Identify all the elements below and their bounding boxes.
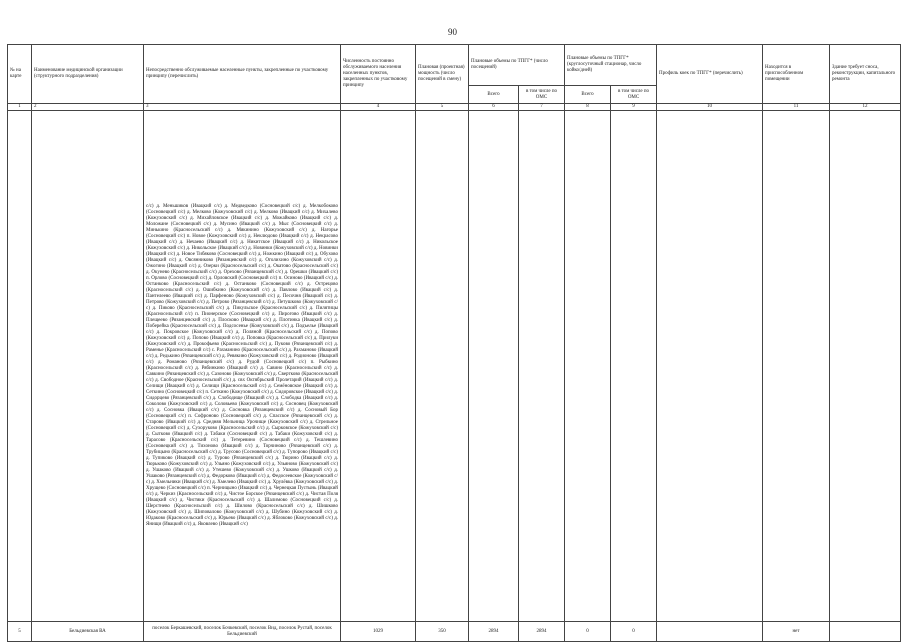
header-settlements: Непосредственно обслуживаемые населенные пункты, закрепленные по участковому принципу (перечислить) xyxy=(144,45,341,104)
col-number: 3 xyxy=(144,104,341,111)
population-value: 1029 xyxy=(341,622,416,642)
cell-empty xyxy=(32,111,144,622)
adapted-premises-value: нет xyxy=(763,622,830,642)
header-organization: Наименование медицинской организации (структурного подразделения) xyxy=(32,45,144,104)
needs-repair-value xyxy=(830,622,901,642)
col-number: 4 xyxy=(341,104,416,111)
cell-empty xyxy=(657,111,763,622)
col-number: 9 xyxy=(611,104,657,111)
bed-profile-value xyxy=(657,622,763,642)
header-map-number: № на карте xyxy=(8,45,32,104)
visits-oms-value: 2894 xyxy=(519,622,565,642)
header-beddays-total: Всего xyxy=(565,86,611,104)
col-number: 6 xyxy=(469,104,519,111)
header-capacity: Плановая (проектная) мощность (число посещений в смену) xyxy=(416,45,469,104)
col-number: 7 xyxy=(519,104,565,111)
capacity-value: 350 xyxy=(416,622,469,642)
header-visits-oms: в том числе по ОМС xyxy=(519,86,565,104)
cell-empty xyxy=(519,111,565,622)
header-beddays-oms: в том числе по ОМС xyxy=(611,86,657,104)
continued-settlements-list: с/с) д. Меньшиков (Ивацкий с/с) д. Медведково (Сосновецкий с/с) д. Мелкобоково (Сосновецкий с/с) д. Мелково (Кожуховский с/с) д. Мелково (Ивацкий с/с) д. Михалево (Кожуховский с/с) д. Михайловское (Ивацкий с/с) д. Можайково (Ивацкий с/с) д. Моложане (Сосновецкий с/с) д. Мусино (Ивацкий с/с) д. Мыс (Сосновецкий с/с) д. Минькино (Красносельский с/с) д. Мякинино (Кожуховский с/с) д. Нагорье (Сосновецкий с/с) п. Новое (Кожуховский с/с) д. Неклюдово (Ивацкий с/с) д. Некрасово (Ивацкий с/с) д. Нечаево (Ивацкий с/с) д. Никитское (Ивацкий с/с) д. Никольское (Кожуховский с/с) д. Никольское (Ивацкий с/с) д. Новинки (Кожуховский с/с) д. Новинки (Ивацкий с/с) д. Новое Тибяково (Сосновецкий с/с) д. Ножкино (Ивацкий с/с) д. Обухово (Ивацкий с/с) д. Овсянниково (Рязанцевский с/с) д. Оголихино (Кожуховский с/с) д. Ожогино (Ивацкий с/с) д. Озерки (Красносельский с/с) д. Окатово (Красносельский с/с) д. Окунево (Красносельский с/с) д. Орехово (Рязанцевский с/с) д. Орешки (Ивацкий с/с) п. Орлово (Сосновецкий с/с) д. Орловский (Сосновецкий с/с) п. Осиново (Ивацкий с/с) д. Останково (Красносельский с/с) д. Останково (Сосновецкий с/с) д. Острецово (Красносельский с/с) д. Ошибкино (Кожуховский с/с) д. Павлово (Ивацкий с/с) д. Пантелеево (Ивацкий с/с) д. Парфеново (Кожуховский с/с) д. Песочня (Ивацкий с/с) д. Петрово (Кожуховский с/с) д. Петрово (Рязанцевский с/с) д. Петушково (Кожуховский с/с) д. Пиково (Красносельский с/с) д. Пикульское (Красносельский с/с) д. Пилятицы (Красносельский с/с) п. Пионерское (Сосновецкий с/с) д. Пирогово (Ивацкий с/с) д. Плещеево (Рязанцевский с/с) д. Плосково (Ивацкий с/с) д. Плотинка (Ивацкий с/с) д. Поберейка (Красносельский с/с) д. Подсосенье (Кожуховский с/с) д. Подъелье (Ивацкий с/с) д. Покровское (Кожуховский с/с) д. Поляной (Красносельский с/с) д. Попово (Кожуховский с/с) д. Попово (Ивацкий с/с) д. Поповка (Красносельский с/с) д. Прилуки (Кожуховский с/с) д. Прокофьево (Красносельский с/с) д. Пуково (Рязанцевский с/с) д. Раменье (Красносельский с/с) с. Рахманино (Красносельский с/с) д. Рахманово (Ивацкий с/с) д. Редькино (Рязанцевский с/с) д. Ревякино (Кожуховский с/с) д. Родионово (Ивацкий с/с) д. Романово (Рязанцевский с/с) д. Рудой (Сосновецкий с/с) п. Рыбкино (Красносельский с/с) д. Рябинкино (Ивацкий с/с) д. Савино (Красносельский с/с) д. Савкино (Рязанцевский с/с) д. Сазоново (Кожуховский с/с) д. Свертково (Красносельский с/с) д. Свободное (Красносельский с/с) д. свх Октябрьский Пролетарий (Ивацкий с/с) д. Селищи (Ивацкий с/с) д. Селищи (Красносельский с/с) д. Семёновское (Ивацкий с/с) д. Сеткино (Сосновецкий с/с) п. Сеткино (Кожуховский с/с) д. Сидоровское (Ивацкий с/с) д. Сидорцево (Рязанцевский с/с) д. Слободище (Ивацкий с/с) д. Слободка (Ивацкий с/с) д. Соколово (Кожуховский с/с) д. Соловьево (Кожуховский с/с) д. Сосновец (Кожуховский с/с) д. Сосновка (Ивацкий с/с) д. Сосновка (Рязанцевский с/с) д. Сосновый Бор (Сосновецкий с/с) п. Софроново (Сосновецкий с/с) д. Спасское (Рязанцевский с/с) д. Старово (Ивацкий с/с) д. Средняя Мельница Урочище (Кожуховский с/с) д. Стрельное (Сосновецкий с/с) д. Сухоруково (Красносельский с/с) д. Сырковское (Кожуховский с/с) д. Сытково (Ивацкий с/с) д. Табаки (Сосновецкий с/с) д. Табаки (Кожуховский с/с) д. Тарасово (Красносельский с/с) д. Тетеревино (Сосновецкий с/с) д. Тешлевино (Сосновецкий с/с) д. Тихоново (Ивацкий с/с) д. Торчиново (Рязанцевский с/с) д. Трубицыно (Красносельский с/с) д. Трусово (Сосновецкий с/с) д. Тупорово (Ивацкий с/с) д. Тупиково (Ивацкий с/с) д. Турово (Рязанцевский с/с) д. Тюрино (Ивацкий с/с) д. Тюрьково (Кожуховский с/с) д. Ульяно (Кожуховский с/с) д. Ульяново (Кожуховский с/с) д. Ушаково (Ивацкий с/с) д. Утешево (Кожуховский с/с) д. Ушково (Ивацкий с/с) д. Ушаково (Рязанцевский с/с) д. Федорково (Ивацкий с/с) д. Федосеевское (Кожуховский с/с) д. Хмельники (Ивацкий с/с) д. Хмелево (Ивацкий с/с) д. Хрулёвка (Кожуховский с/с) д. Хрущево (Сосновецкий с/с) п. Черницыно (Ивацкий с/с) д. Чернецкая Пустынь (Ивацкий с/с) д. Черкиз (Красносельский с/с) д. Чистое Борское (Рязанцевский с/с) д. Чистая Поля (Ивацкий с/с) д. Чистяки (Красносельский с/с) д. Шалимово (Сосновецкий с/с) д. Шерстнево (Красносельский с/с) д. Шилово (Красносельский с/с) д. Шишково (Кожуховский с/с) д. Шиповалово (Кожуховский с/с) д. Шубино (Кожуховский с/с) д. Юдаково (Красносельский с/с) д. Юрьево (Ивацкий с/с) д. Яблоково (Кожуховский с/с) д. Янищи (Ивацкий с/с) д. Яковлево (Ивацкий с/с) xyxy=(144,111,341,622)
col-number: 5 xyxy=(416,104,469,111)
col-number: 11 xyxy=(763,104,830,111)
header-visits-group: Плановые объемы по ТПГГ* (число посещений) xyxy=(469,45,565,86)
cell-empty xyxy=(8,111,32,622)
table-row-continued xyxy=(8,111,901,622)
column-number-row xyxy=(8,104,901,111)
col-number: 2 xyxy=(32,104,144,111)
row-number: 5 xyxy=(8,622,32,642)
settlements-list: поселок Беркашевский, поселок Бочкевский, поселок Вид, поселок Рустай, поселок Бельдиевский xyxy=(144,622,341,642)
col-number: 1 xyxy=(8,104,32,111)
organization-name: Бельдиевская ВА xyxy=(32,622,144,642)
visits-total-value: 2894 xyxy=(469,622,519,642)
beddays-oms-value: 0 xyxy=(611,622,657,642)
cell-empty xyxy=(469,111,519,622)
header-needs-repair: Здание требует сноса, реконструкции, капитального ремонта xyxy=(830,45,901,104)
cell-empty xyxy=(416,111,469,622)
col-number: 10 xyxy=(657,104,763,111)
beddays-total-value: 0 xyxy=(565,622,611,642)
cell-empty xyxy=(763,111,830,622)
medical-organizations-table xyxy=(7,44,901,642)
cell-empty xyxy=(611,111,657,622)
col-number: 8 xyxy=(565,104,611,111)
table-row xyxy=(8,622,901,642)
header-population: Численность постоянно обслуживаемого населения населенных пунктов, закрепленных по участковому принципу xyxy=(341,45,416,104)
header-adapted-premises: Находится в приспособленном помещении xyxy=(763,45,830,104)
header-bed-profile: Профиль коек по ТПГГ* (перечислить) xyxy=(657,45,763,104)
col-number: 12 xyxy=(830,104,901,111)
cell-empty xyxy=(830,111,901,622)
cell-empty xyxy=(341,111,416,622)
header-beddays-group: Плановые объемы по ТПГГ* (круглосуточный стационар, число койко/дней) xyxy=(565,45,657,86)
header-row xyxy=(8,45,901,86)
page-number: 90 xyxy=(448,27,457,37)
header-visits-total: Всего xyxy=(469,86,519,104)
cell-empty xyxy=(565,111,611,622)
